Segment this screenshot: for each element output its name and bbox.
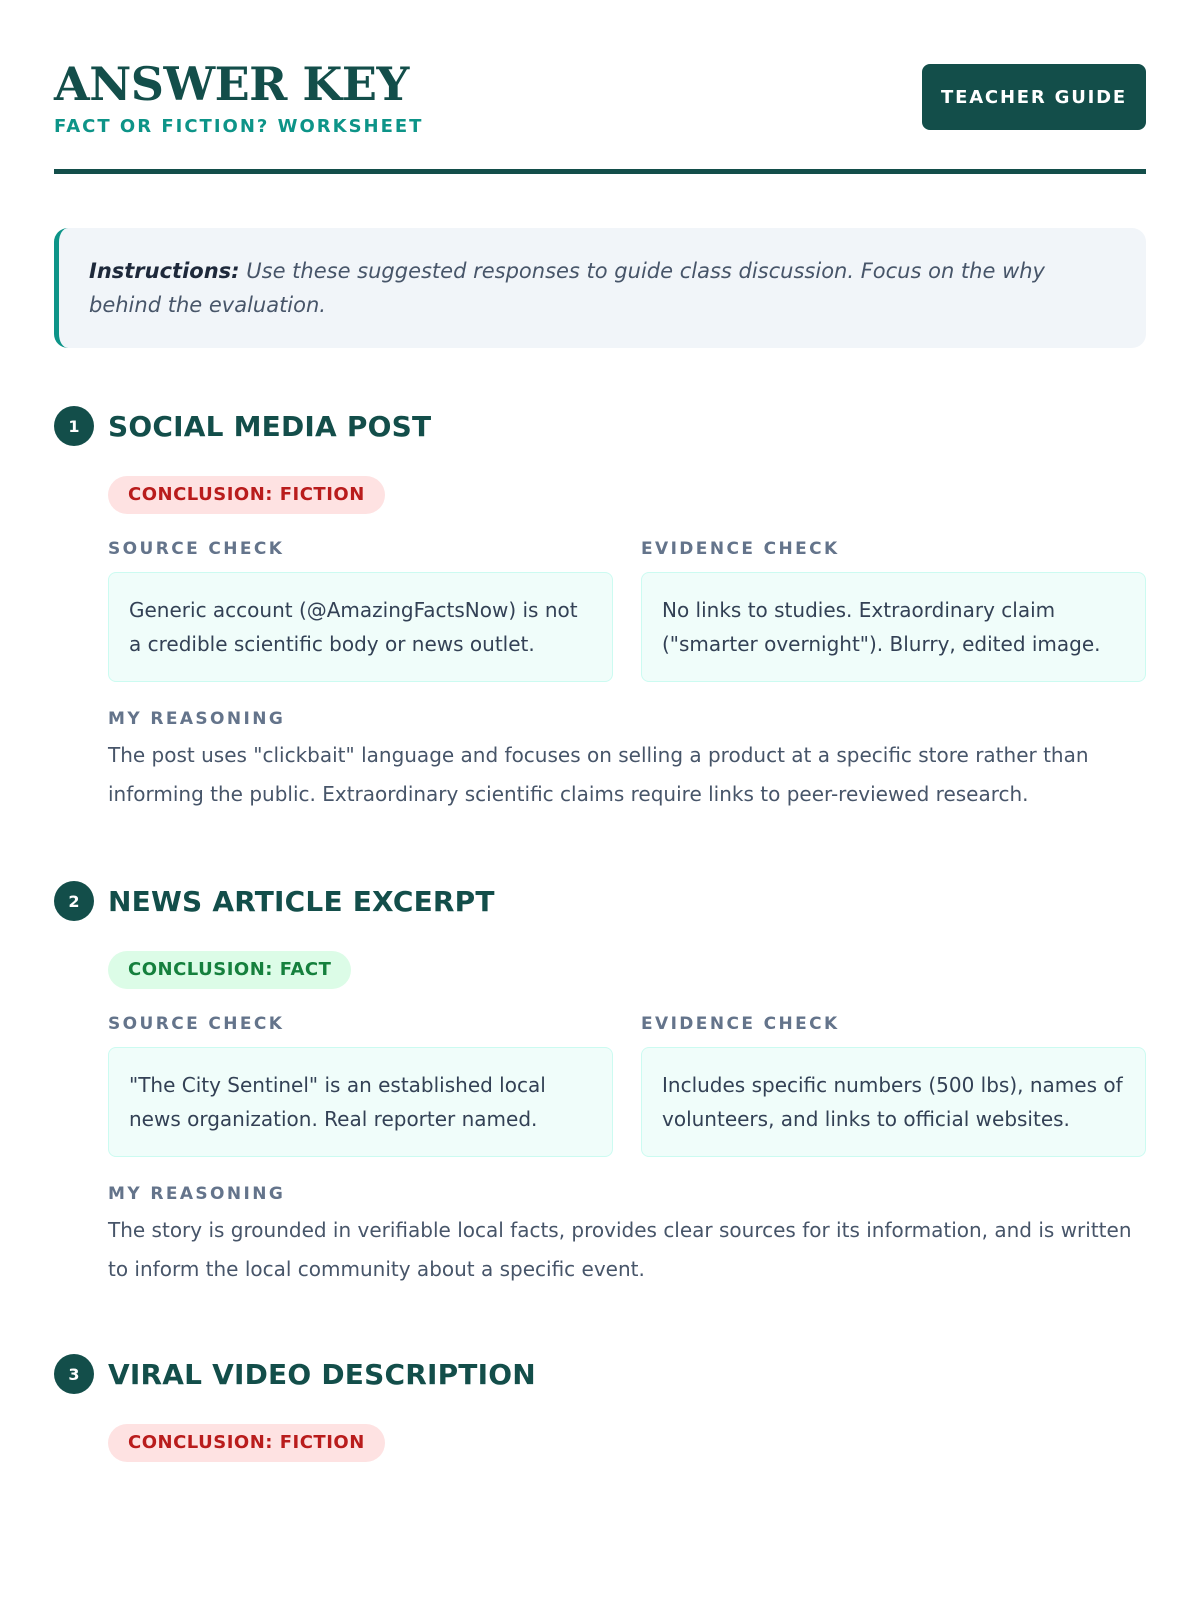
reasoning-label: MY REASONING <box>108 1184 286 1204</box>
evidence-check <box>641 1013 1146 1157</box>
reasoning-text: The post uses "clickbait" language and focuses on selling a product at a specific store rather than informing the public. Extraordinary scientific claims require links to peer-reviewed research. <box>108 743 1089 806</box>
section-title: NEWS ARTICLE EXCERPT <box>108 884 495 918</box>
page-header <box>54 0 1146 174</box>
section-number: 2 <box>54 881 94 921</box>
checks-row <box>108 538 1146 682</box>
teacher-guide-badge: TEACHER GUIDE <box>922 64 1146 130</box>
section-heading <box>54 881 1146 921</box>
reasoning-text: The story is grounded in verifiable local facts, provides clear sources for its information, and is written to inform the local community about a specific event. <box>108 1218 1132 1281</box>
section-title: VIRAL VIDEO DESCRIPTION <box>108 1357 536 1391</box>
conclusion-badge: CONCLUSION: FACT <box>108 951 351 989</box>
conclusion-badge: CONCLUSION: FICTION <box>108 1424 385 1462</box>
evidence-check-label: EVIDENCE CHECK <box>641 1014 840 1034</box>
page-title: ANSWER KEY <box>54 57 409 111</box>
source-check-text: Generic account (@AmazingFactsNow) is not a credible scientific body or news outlet. <box>108 572 613 682</box>
source-check-label: SOURCE CHECK <box>108 1014 285 1034</box>
section-heading <box>54 1354 1146 1394</box>
source-check-text: "The City Sentinel" is an established local news organization. Real reporter named. <box>108 1047 613 1157</box>
instructions-lead: Instructions: <box>89 259 240 283</box>
reasoning-label: MY REASONING <box>108 709 286 729</box>
checks-row <box>108 1013 1146 1157</box>
source-check <box>108 1013 613 1157</box>
instructions-box <box>54 228 1146 348</box>
evidence-check-text: No links to studies. Extraordinary claim ("smarter overnight"). Blurry, edited image. <box>641 572 1146 682</box>
section-viral-video-description <box>54 1354 1146 1462</box>
source-check-label: SOURCE CHECK <box>108 539 285 559</box>
conclusion-badge: CONCLUSION: FICTION <box>108 476 385 514</box>
section-number: 3 <box>54 1354 94 1394</box>
section-number: 1 <box>54 406 94 446</box>
source-check <box>108 538 613 682</box>
section-social-media-post <box>54 406 1146 813</box>
section-news-article-excerpt <box>54 881 1146 1288</box>
section-title: SOCIAL MEDIA POST <box>108 409 432 443</box>
evidence-check <box>641 538 1146 682</box>
section-heading <box>54 406 1146 446</box>
evidence-check-text: Includes specific numbers (500 lbs), names of volunteers, and links to official websites. <box>641 1047 1146 1157</box>
page-subtitle: FACT OR FICTION? WORKSHEET <box>54 116 424 137</box>
evidence-check-label: EVIDENCE CHECK <box>641 539 840 559</box>
instructions-text: Use these suggested responses to guide class discussion. Focus on the why behind the evaluation. <box>89 259 1045 317</box>
